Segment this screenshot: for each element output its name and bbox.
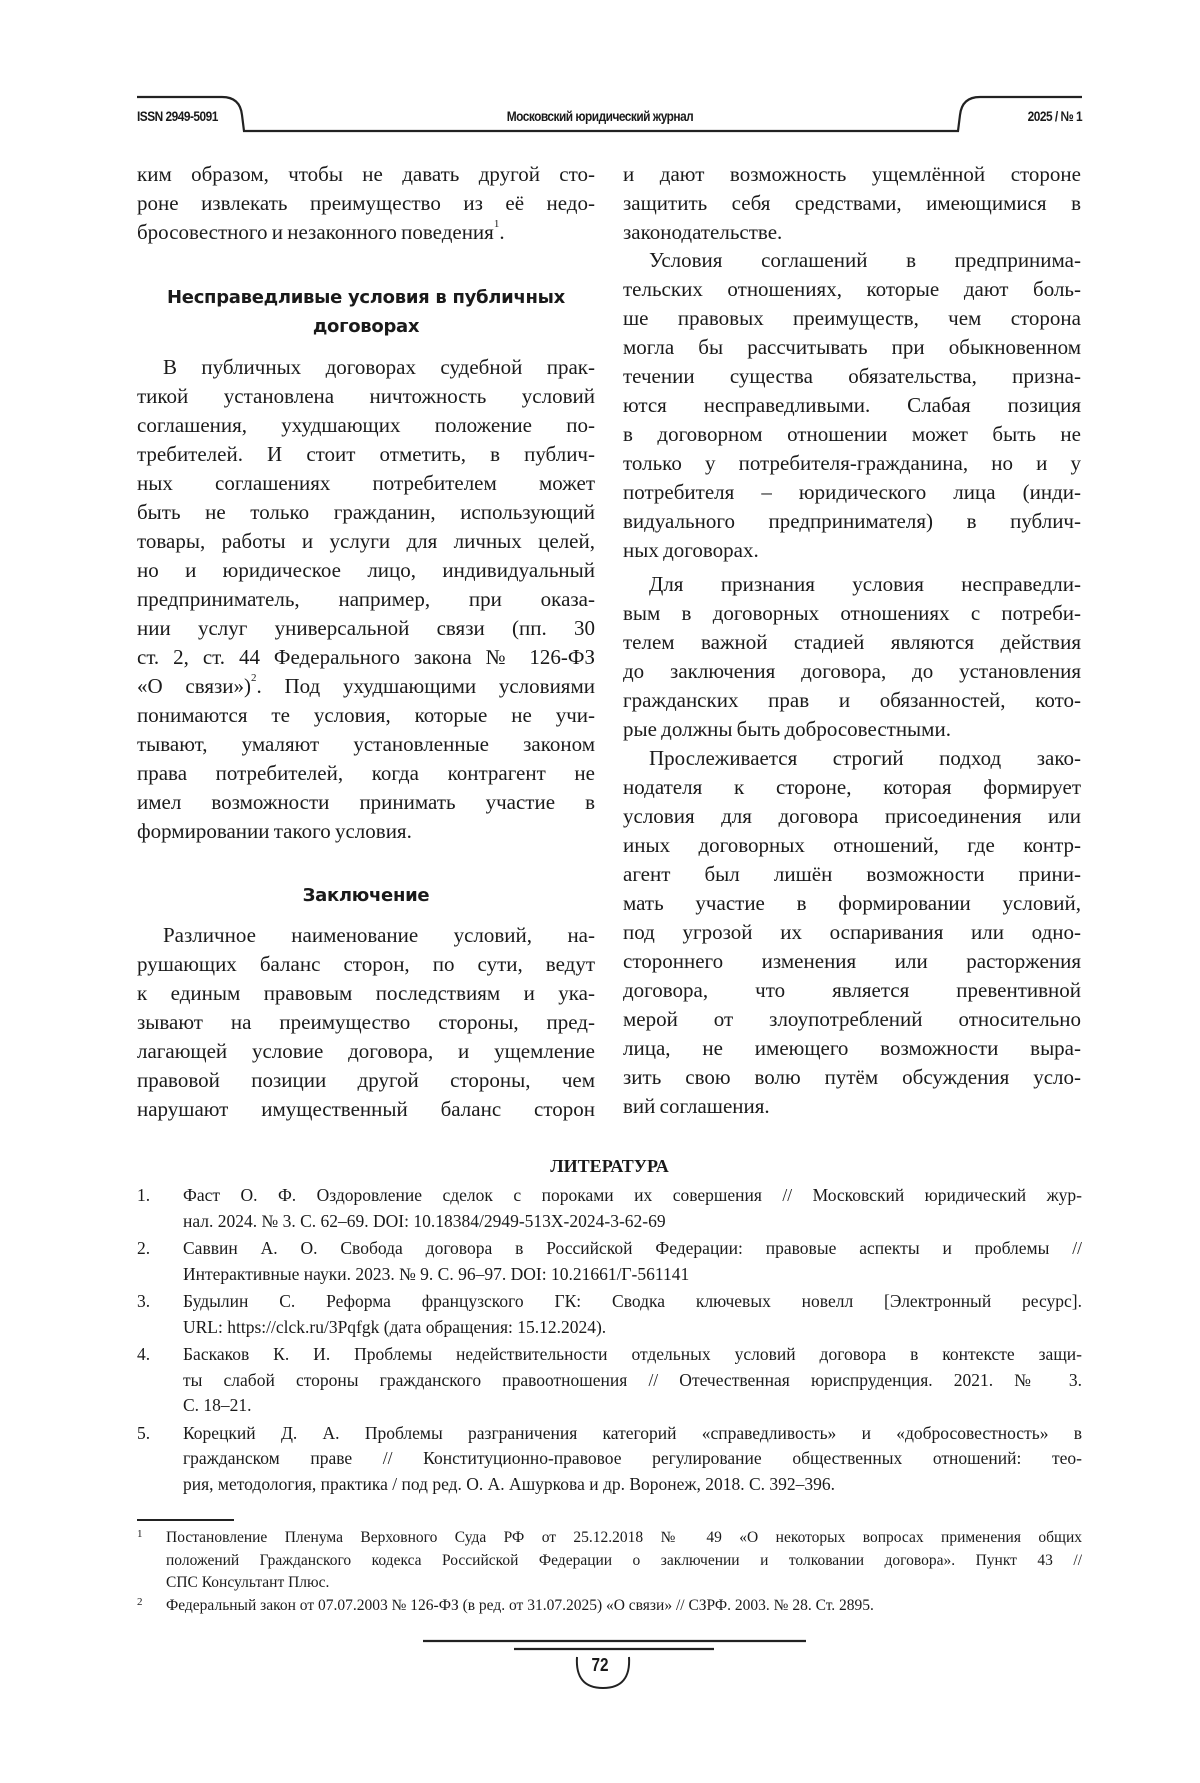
text-line: ты слабой стороны гражданского правоотношения // Отечественная юриспруденция. 2021. № 3.: [183, 1368, 1082, 1394]
text-line: ст. 2, ст. 44 Федерального закона № 126-ФЗ: [137, 643, 595, 672]
text-line: нал. 2024. № 3. С. 62–69. DOI: 10.18384/2949-513X-2024-3-62-69: [183, 1209, 1082, 1235]
text-line: С. 18–21.: [183, 1393, 1082, 1419]
text-line: быть не только гражданин, использующий: [137, 498, 595, 527]
section-heading: [137, 283, 595, 341]
text-line: ных соглашениях потребителем может: [137, 469, 595, 498]
text-line: [137, 672, 595, 701]
text-line: агент был лишён возможности прини-: [623, 860, 1081, 889]
text-line: видуального предпринимателя) в публич-: [623, 507, 1081, 536]
text-line: ким образом, чтобы не давать другой сто-: [137, 160, 595, 189]
text-line: договора, что является превентивной: [623, 976, 1081, 1005]
footnote-marker: 2: [251, 672, 257, 684]
text-line: и дают возможность ущемлённой стороне: [623, 160, 1081, 189]
text-line: до заключения договора, до установления: [623, 657, 1081, 686]
text-line: защитить себя средствами, имеющимися в: [623, 189, 1081, 218]
text-line: под угрозой их оспаривания или одно-: [623, 918, 1081, 947]
text-line: могла бы рассчитывать при обыкновенном: [623, 333, 1081, 362]
reference-item: [137, 1289, 1082, 1340]
text-line: зить свою волю путём обсуждения усло-: [623, 1063, 1081, 1092]
text-line: мать участие в формировании условий,: [623, 889, 1081, 918]
reference-item: [137, 1236, 1082, 1287]
text-line: Условия соглашений в предпринима-: [623, 246, 1081, 275]
item-number: 1: [137, 1523, 143, 1546]
text-line: только у потребителя-гражданина, но и у: [623, 449, 1081, 478]
journal-title: Московский юридический журнал: [90, 108, 1110, 124]
paragraph: [623, 570, 1081, 744]
text-line: зывают на преимущество стороны, пред-: [137, 1008, 595, 1037]
item-number: 2.: [137, 1236, 150, 1262]
text-line: Постановление Пленума Верховного Суда РФ от 25.12.2018 № 49 «О некоторых вопросах применения общих: [166, 1527, 1082, 1550]
text-line: положений Гражданского кодекса Российской Федерации о заключении и толковании договора». Пункт 43 //: [166, 1550, 1082, 1573]
text-line: Фаст О. Ф. Оздоровление сделок с пороками их совершения // Московский юридический жур-: [183, 1183, 1082, 1209]
text-line: рушающих баланс сторон, по сути, ведут: [137, 950, 595, 979]
item-number: 3.: [137, 1289, 150, 1315]
text-line: иных договорных отношений, где контр-: [623, 831, 1081, 860]
text-line: гражданском праве // Конституционно-правовое регулирование общественных отношений: тео-: [183, 1446, 1082, 1472]
item-number: 5.: [137, 1421, 150, 1447]
text-line: Различное наименование условий, на-: [137, 921, 595, 950]
footnote-marker: 1: [494, 218, 500, 230]
text-line: роне извлекать преимущество из её недо-: [137, 189, 595, 218]
text-line: потребителя – юридического лица (инди-: [623, 478, 1081, 507]
text-line: имел возможности принимать участие в: [137, 788, 595, 817]
text-line: в договорном отношении может быть не: [623, 420, 1081, 449]
heading-line: Несправедливые условия в публичных: [137, 283, 595, 312]
text-line: Интерактивные науки. 2023. № 9. С. 96–97. DOI: 10.21661/Г-561141: [183, 1262, 1082, 1288]
text-line: тывают, умаляют установленные законом: [137, 730, 595, 759]
paragraph: [623, 744, 1081, 1121]
paragraph: [137, 160, 595, 247]
text-line: законодательстве.: [623, 218, 1081, 247]
reference-list: [137, 1183, 1082, 1497]
text-line: тикой установлена ничтожность условий: [137, 382, 595, 411]
text-line: стороннего изменения или расторжения: [623, 947, 1081, 976]
text-line: но и юридическое лицо, индивидуальный: [137, 556, 595, 585]
paragraph: [623, 160, 1081, 247]
page-number: 72: [90, 1655, 1110, 1676]
issn: ISSN 2949-5091: [137, 108, 218, 124]
text-line: течении существа обязательства, призна-: [623, 362, 1081, 391]
footnote-rule: [137, 1519, 234, 1521]
text-line: телем важной стадией являются действия: [623, 628, 1081, 657]
footnote: [137, 1527, 1082, 1595]
text-line: товары, работы и услуги для личных целей,: [137, 527, 595, 556]
text-line: вий соглашения.: [623, 1092, 1081, 1121]
text-line: тельских отношениях, которые дают боль-: [623, 275, 1081, 304]
text-line: понимаются те условия, которые не учи-: [137, 701, 595, 730]
text-segment: бросовестного и незаконного поведения: [137, 220, 494, 244]
text-line: мерой от злоупотреблений относительно: [623, 1005, 1081, 1034]
issue-number: 2025 / № 1: [1028, 108, 1082, 124]
text-line: требителей. И стоит отметить, в публич-: [137, 440, 595, 469]
reference-item: [137, 1183, 1082, 1234]
text-line: Саввин А. О. Свобода договора в Российской Федерации: правовые аспекты и проблемы //: [183, 1236, 1082, 1262]
text-line: Баскаков К. И. Проблемы недействительности отдельных условий договора в контексте защи-: [183, 1342, 1082, 1368]
reference-item: [137, 1342, 1082, 1419]
text-segment: «О связи»): [137, 674, 251, 698]
paragraph: [623, 246, 1081, 565]
footnote: [137, 1595, 1082, 1618]
text-line: лица, не имеющего возможности выра-: [623, 1034, 1081, 1063]
text-segment: . Под ухудшающими условиями: [257, 674, 595, 698]
text-line: ных договорах.: [623, 536, 1081, 565]
text-segment: .: [499, 220, 504, 244]
text-line: [137, 218, 595, 247]
text-line: правовой позиции другой стороны, чем: [137, 1066, 595, 1095]
text-line: В публичных договорах судебной прак-: [137, 353, 595, 382]
text-line: нарушают имущественный баланс сторон: [137, 1095, 595, 1124]
text-line: вым в договорных отношениях с потреби-: [623, 599, 1081, 628]
text-line: лагающей условие договора, и ущемление: [137, 1037, 595, 1066]
text-line: URL: https://clck.ru/3Pqfgk (дата обращения: 15.12.2024).: [183, 1315, 1082, 1341]
text-line: Для признания условия несправедли-: [623, 570, 1081, 599]
section-heading: Заключение: [137, 881, 595, 910]
literature-title: ЛИТЕРАТУРА: [137, 1156, 1082, 1177]
footnotes: [137, 1527, 1082, 1617]
text-line: условия для договора присоединения или: [623, 802, 1081, 831]
text-line: соглашения, ухудшающих положение по-: [137, 411, 595, 440]
text-line: нии услуг универсальной связи (пп. 30: [137, 614, 595, 643]
text-line: рые должны быть добросовестными.: [623, 715, 1081, 744]
text-line: предприниматель, например, при оказа-: [137, 585, 595, 614]
text-line: ются несправедливыми. Слабая позиция: [623, 391, 1081, 420]
item-number: 1.: [137, 1183, 150, 1209]
text-line: гражданских прав и обязанностей, кото-: [623, 686, 1081, 715]
text-line: рия, методология, практика / под ред. О. А. Ашуркова и др. Воронеж, 2018. С. 392–396.: [183, 1472, 1082, 1498]
text-line: Федеральный закон от 07.07.2003 № 126-ФЗ (в ред. от 31.07.2025) «О связи» // СЗРФ. 2003. № 28. Ст. 2895.: [166, 1595, 1082, 1618]
item-number: 2: [137, 1591, 143, 1614]
text-line: нодателя к стороне, которая формирует: [623, 773, 1081, 802]
text-line: ше правовых преимуществ, чем сторона: [623, 304, 1081, 333]
text-line: СПС Консультант Плюс.: [166, 1572, 1082, 1595]
text-line: формировании такого условия.: [137, 817, 595, 846]
text-line: Прослеживается строгий подход зако-: [623, 744, 1081, 773]
item-number: 4.: [137, 1342, 150, 1368]
paragraph: [137, 921, 595, 1124]
paragraph: [137, 353, 595, 846]
text-line: права потребителей, когда контрагент не: [137, 759, 595, 788]
text-line: Будылин С. Реформа французского ГК: Сводка ключевых новелл [Электронный ресурс].: [183, 1289, 1082, 1315]
text-line: Корецкий Д. А. Проблемы разграничения категорий «справедливость» и «добросовестность» в: [183, 1421, 1082, 1447]
text-line: к единым правовым последствиям и ука-: [137, 979, 595, 1008]
reference-item: [137, 1421, 1082, 1498]
heading-line: договорах: [137, 312, 595, 341]
